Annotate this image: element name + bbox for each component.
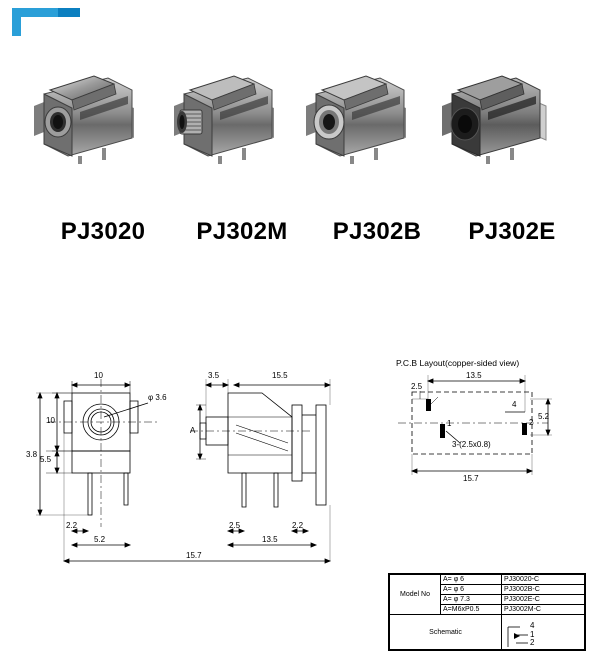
dim-front-base52: 5.2 — [94, 535, 106, 544]
table-cell-pn-2: PJ3002B-C — [502, 585, 585, 595]
dim-pcb-52: 5.2 — [538, 412, 550, 421]
product-label-1: PJ3020 — [60, 218, 146, 245]
pcb-pad-4: 4 — [512, 400, 517, 409]
dim-front-h38: 3.8 — [26, 450, 38, 459]
dim-pcb-135: 13.5 — [466, 371, 482, 380]
table-row-schematic — [390, 615, 585, 650]
dim-pcb-25: 2.5 — [411, 382, 423, 391]
pcb-pad-1: 1 — [447, 419, 452, 428]
dim-side-25: 2.5 — [229, 521, 241, 530]
schem-pin-1: 1 — [530, 630, 535, 639]
logo-accent-square — [58, 8, 80, 17]
logo-horizontal-bar — [12, 8, 58, 17]
dim-side-135: 13.5 — [262, 535, 278, 544]
schematic-label: Schematic — [390, 615, 502, 650]
dim-front-pin22: 2.2 — [66, 521, 78, 530]
product-photo-3 — [300, 60, 418, 165]
table-cell-pn-4: PJ3002M-C — [502, 605, 585, 615]
product-photo-2 — [168, 60, 286, 165]
pcb-hole-note: 3-(2.5x0.8) — [452, 440, 491, 449]
table-cell-a-2: A= φ 6 — [441, 585, 502, 595]
dim-pcb-157: 15.7 — [463, 474, 479, 483]
schematic-cell — [502, 615, 585, 650]
dim-side-a: A — [190, 426, 196, 435]
dim-front-width: 10 — [94, 371, 103, 380]
dim-front-h55: 5.5 — [40, 455, 52, 464]
dim-side-155: 15.5 — [272, 371, 288, 380]
product-label-3: PJ302B — [332, 218, 422, 245]
model-number-table — [388, 573, 586, 651]
table-cell-a-1: A= φ 6 — [441, 575, 502, 585]
table-row — [390, 575, 585, 585]
product-photo-1 — [28, 60, 146, 165]
dim-front-h10: 10 — [46, 416, 55, 425]
schem-pin-4: 4 — [530, 621, 535, 630]
product-label-4: PJ302E — [468, 218, 556, 245]
dim-side-35: 3.5 — [208, 371, 220, 380]
dim-side-22: 2.2 — [292, 521, 304, 530]
technical-drawings — [0, 355, 600, 655]
table-cell-pn-1: PJ30020-C — [502, 575, 585, 585]
dim-hole-diameter: φ 3.6 — [148, 393, 167, 402]
product-label-2: PJ302M — [196, 218, 288, 245]
product-photo-4 — [436, 60, 554, 165]
dim-overall-157: 15.7 — [186, 551, 202, 560]
table-header-model: Model No — [390, 575, 441, 615]
brand-logo — [12, 8, 80, 38]
table-cell-a-3: A= φ 7.3 — [441, 595, 502, 605]
schem-pin-2: 2 — [530, 638, 535, 647]
table-cell-pn-3: PJ3002E-C — [502, 595, 585, 605]
pcb-pad-2: 2 — [529, 418, 534, 427]
pcb-layout-title: P.C.B Layout(copper-sided view) — [396, 358, 520, 368]
table-cell-a-4: A=M6xP0.5 — [441, 605, 502, 615]
